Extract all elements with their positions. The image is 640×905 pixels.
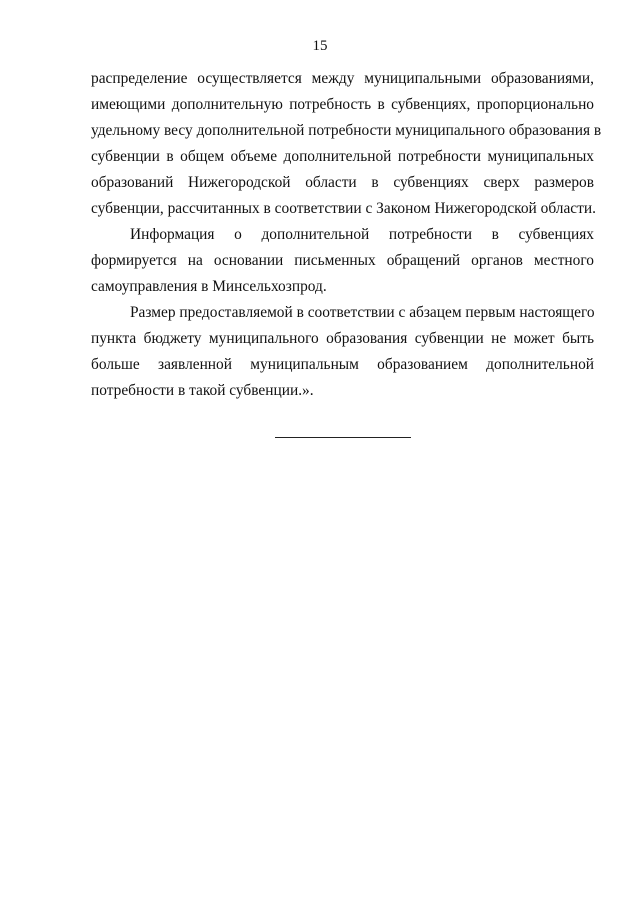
text-line: образований Нижегородской области в субвенциях сверх размеров xyxy=(91,174,594,191)
text-line: самоуправления в Минсельхозпрод. xyxy=(91,278,327,295)
text-line: удельному весу дополнительной потребности муниципального образования в xyxy=(91,122,602,139)
text-line: формируется на основании письменных обращений органов местного xyxy=(91,252,594,269)
text-line: Размер предоставляемой в соответствии с абзацем первым настоящего xyxy=(130,304,595,321)
text-line: потребности в такой субвенции.». xyxy=(91,382,314,399)
text-line: пункта бюджету муниципального образования субвенции не может быть xyxy=(91,330,594,347)
page-number: 15 xyxy=(312,38,328,54)
text-line: Информация о дополнительной потребности в субвенциях xyxy=(130,226,594,243)
closing-rule xyxy=(275,437,411,438)
text-line: больше заявленной муниципальным образованием дополнительной xyxy=(91,356,594,373)
text-line: субвенции, рассчитанных в соответствии с Законом Нижегородской области. xyxy=(91,200,596,217)
text-line: имеющими дополнительную потребность в субвенциях, пропорционально xyxy=(91,96,594,113)
text-line: субвенции в общем объеме дополнительной потребности муниципальных xyxy=(91,148,594,165)
text-line: распределение осуществляется между муниципальными образованиями, xyxy=(91,70,594,87)
